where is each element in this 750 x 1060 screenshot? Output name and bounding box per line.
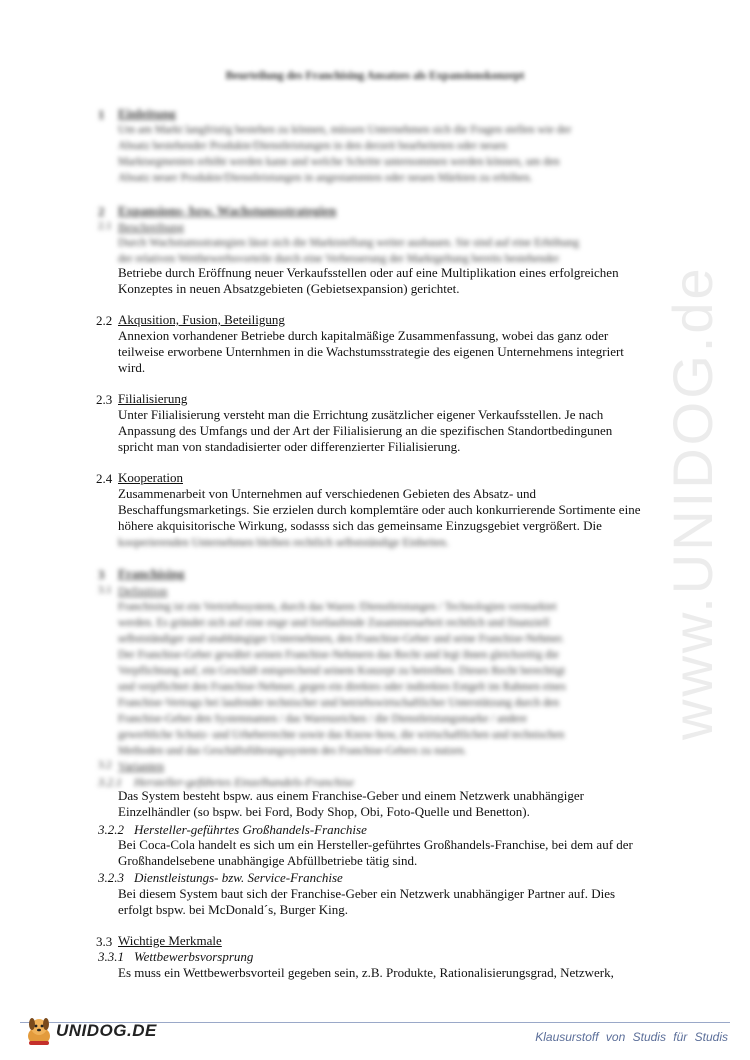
paragraph-line: wird.: [118, 360, 146, 375]
section-heading: Expansions- bzw. Wachstumsstrategien: [118, 203, 337, 218]
paragraph-line: Der Franchise-Geber gewährt seinen Franchise-Nehmern das Recht und legt ihnen gleichzeitig die: [118, 649, 559, 661]
feature-number: 3.3.1: [98, 949, 124, 964]
subsection-number: 2.3: [96, 392, 113, 407]
subsection-number: 2.4: [96, 471, 113, 486]
watermark: www.UNIDOG.de: [661, 265, 724, 740]
section-heading: Einleitung: [118, 106, 176, 121]
paragraph-line: teilweise erworbene Unternhmen in die Wachstumsstrategie des eigenen Unternehmens integriert: [118, 344, 624, 359]
paragraph-line: Methoden und das Geschäftsführungssystem des Franchise-Gebers zu nutzen.: [118, 745, 467, 757]
paragraph-line: selbstständiger und unabhängiger Unternehmen, den Franchise-Geber und seine Franchise-Nehmer.: [118, 633, 565, 645]
logo-text: UNIDOG.DE: [56, 1021, 157, 1040]
subsection-number: 3.1: [98, 584, 112, 596]
paragraph-line: Absatz bestehender Produkte/Dienstleistungen in den derzeit bearbeiteten oder neuen: [118, 140, 508, 152]
paragraph-line: Marktsegmenten erhöht werden kann und welche Schritte unternommen werden können, um den: [118, 156, 560, 168]
paragraph-line: Beschaffungsmarketings. Sie erzielen durch komplemtäre oder auch konkurrierende Sortimente eine: [118, 502, 641, 517]
paragraph-line: Absatz neuer Produkte/Dienstleistungen in angestammten oder neuen Märkten zu erhöhen.: [118, 172, 533, 184]
variant-number: 3.2.1: [98, 775, 122, 789]
subsection-heading: Definition: [118, 584, 168, 598]
unidog-logo[interactable]: [22, 1014, 157, 1048]
paragraph-line: Um am Markt langfristig bestehen zu können, müssen Unternehmen sich die Fragen stellen wie der: [118, 124, 572, 136]
paragraph-line: Konzeptes in neuen Absatzgebieten (Gebietsexpansion) gerichtet.: [118, 281, 460, 296]
paragraph-line: höhere akquisitorische Wirkung, sodasss sich das gemeinsame Einzugsgebiet vergrößert. Die: [118, 518, 602, 533]
document-title: Beurteilung des Franchising Ansatzes als Expansionskonzept: [225, 70, 525, 82]
paragraph-line: Franchise-Vertrags bei laufender technischer und betriebswirtschaftlicher Unterstützung durch den: [118, 697, 560, 709]
paragraph-line: werden. Es gründet sich auf eine enge und fortlaufende Zusammenarbeit rechtlich und finanziell: [118, 617, 550, 629]
section-heading: Franchising: [118, 566, 185, 581]
paragraph-line: Franchise-Geber den Systemnamen / das Warenzeichen / die Dienstleistungsmarke / andere: [118, 713, 527, 725]
section-number: 1: [98, 107, 105, 122]
paragraph-line: Zusammenarbeit von Unternehmen auf verschiedenen Gebieten des Absatz- und: [118, 486, 537, 501]
subsection-number: 2.2: [96, 313, 113, 328]
section-number: 3: [98, 567, 105, 582]
subsection-number: 2.1: [98, 220, 112, 232]
footer-slogan: Klausurstoff von Studis für Studis: [535, 1030, 728, 1044]
paragraph-line: Anpassung des Umfangs und der Art der Filialisierung an die spezifischen Standortbedingunen: [118, 423, 613, 438]
subsection-number: 3.3: [96, 934, 113, 949]
paragraph-line: erfolgt bspw. bei McDonald´s, Burger King.: [118, 902, 348, 917]
paragraph-line: Verpflichtung auf, ein Geschäft entsprechend seinem Konzept zu betreiben. Dieses Recht berechtigt: [118, 665, 566, 677]
paragraph-line: Großhandelsebene unabhängige Abfüllbetriebe tätig sind.: [118, 853, 418, 868]
section-number: 2: [98, 204, 105, 219]
paragraph-line: kooperierenden Unternehmen bleiben rechtlich selbstständige Einheiten.: [118, 537, 449, 549]
paragraph-line: gewerbliche Schutz- und Urheberrechte sowie das Know-how, die wirtschaftlichen und technischen: [118, 729, 565, 741]
paragraph-line: Franchising ist ein Vertriebssystem, durch das Waren /Dienstleistungen / Technologien vermarktet: [118, 601, 557, 613]
variant-heading: Dienstleistungs- bzw. Service-Franchise: [134, 870, 343, 885]
paragraph-line: Es muss ein Wettbewerbsvorteil gegeben sein, z.B. Produkte, Rationalisierungsgrad, Netzwerk,: [118, 965, 614, 980]
paragraph-line: der relativen Wettbewerbsvorteile durch eine Verbesserung der Marktgeltung bereits bestehender: [118, 253, 560, 265]
subsection-heading: Wichtige Merkmale: [118, 933, 222, 948]
subsection-heading: Varianten: [118, 759, 164, 773]
paragraph-line: Unter Filialisierung versteht man die Errichtung zusätzlicher eigener Verkaufsstellen. Je nach: [118, 407, 604, 422]
subsection-heading: Beschreibung: [118, 220, 184, 234]
subsection-heading: Akqusition, Fusion, Beteiligung: [118, 312, 285, 327]
subsection-number: 3.2: [98, 759, 112, 771]
subsection-heading: Filialisierung: [118, 391, 188, 406]
paragraph-line: Durch Wachstumsstrategien lässt sich die Marktstellung weiter ausbauen. Sie sind auf eine Erhöhung: [118, 237, 580, 249]
variant-number: 3.2.3: [98, 870, 124, 885]
paragraph-line: spricht man von standadisierter oder differenzierter Filialisierung.: [118, 439, 461, 454]
paragraph-line: Annexion vorhandener Betriebe durch kapitalmäßige Zusammenfassung, wobei das ganz oder: [118, 328, 609, 343]
paragraph-line: Bei diesem System baut sich der Franchise-Geber ein Netzwerk unabhängiger Partner auf. Dies: [118, 886, 616, 901]
paragraph-line: Das System besteht bspw. aus einem Franchise-Geber und einem Netzwerk unabhängiger: [118, 788, 584, 803]
variant-heading: Hersteller-geführtes Einzelhandels-Franchise: [134, 775, 355, 789]
subsection-heading: Kooperation: [118, 470, 183, 485]
variant-number: 3.2.2: [98, 822, 124, 837]
paragraph-line: und verpflichtet den Franchise-Nehmer, gegen ein direktes oder indirektes Entgelt im Rahmen eines: [118, 681, 566, 693]
paragraph-line: Betriebe durch Eröffnung neuer Verkaufsstellen oder auf eine Multiplikation eines erfolgreichen: [118, 265, 619, 280]
variant-heading: Hersteller-geführtes Großhandels-Franchise: [134, 822, 367, 837]
paragraph-line: Einzelhändler (so bspw. bei Ford, Body Shop, Obi, Foto-Quelle und Benetton).: [118, 804, 530, 819]
dog-mascot-icon: [22, 1014, 56, 1048]
paragraph-line: Bei Coca-Cola handelt es sich um ein Hersteller-geführtes Großhandels-Franchise, bei dem auf der: [118, 837, 633, 852]
feature-heading: Wettbewerbsvorsprung: [134, 949, 254, 964]
